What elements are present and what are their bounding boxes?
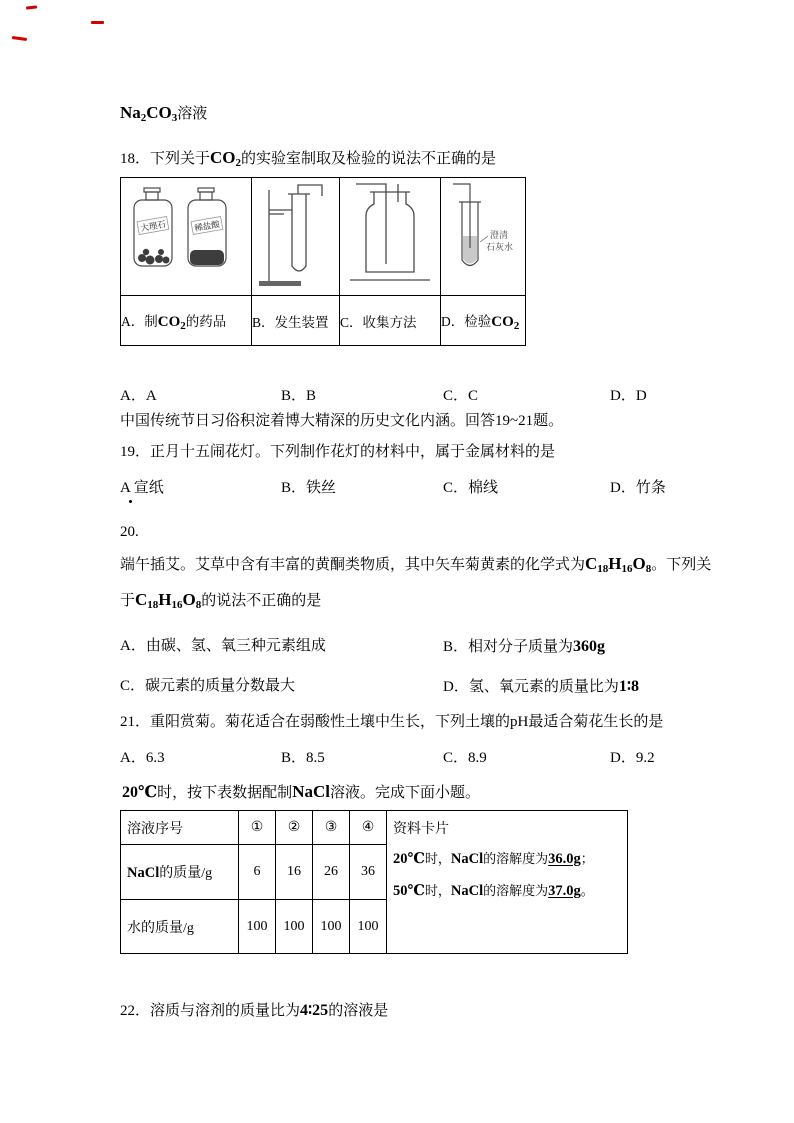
q21-option-b: B．8.5 [281,750,325,766]
caption-d: D．检验$CO_2$ [441,296,526,346]
nacl-mass-4: 36 [350,845,387,900]
marble-bottle-label: 大理石 [139,218,167,234]
question-20-number: 20. [120,524,139,540]
emphasis-dot [129,500,132,503]
header-solution-number: 溶液序号 [121,811,239,845]
question-22-stem: 22．溶质与溶剂的质量比为4∶25的溶液是 [120,1002,389,1019]
q21-option-c: C．8.9 [443,750,487,766]
question-18-stem [120,147,496,170]
caption-a: A．制$CO_2$的药品 [121,296,252,346]
limewater-label-line2: 石灰水 [486,242,514,252]
q18-apparatus-table [120,177,526,346]
q18-option-d: D．D [610,388,647,404]
question-20-stem-line2: 于$C_{18}H_{16}O_8$的说法不正确的是 [120,590,322,611]
water-mass-2: 100 [276,900,313,954]
temperature-value: 20℃ [122,784,158,801]
q18-option-c: C．C [443,388,479,404]
apparatus-cell-generator [252,178,340,296]
nacl-mass-3: 26 [313,845,350,900]
solute-solvent-ratio: 4∶25 [300,1002,329,1019]
q19-option-b: B．铁丝 [281,480,337,496]
gas-collection-diagram [342,178,438,290]
nacl-mass-1: 6 [239,845,276,900]
solubility-line-20c: 20℃时，NaCl的溶解度为36.0g； [393,851,594,867]
apparatus-image-row [121,178,526,296]
red-revision-mark [12,36,27,41]
q19-option-a: A 宣纸 [120,480,164,496]
nacl-mass-2: 16 [276,845,313,900]
q19-option-d: D．竹条 [610,480,666,496]
apparatus-cell-reagents [121,178,252,296]
red-revision-mark [26,5,37,9]
q18-stem-post: 的实验室制取及检验的说法不正确的是 [241,151,497,167]
solution-suffix: 溶液 [177,106,208,122]
nacl-formula: NaCl [450,883,484,899]
co2-formula: $CO_2$ [157,314,186,332]
c18h16o8-formula: $C_{18}H_{16}O_8$ [585,554,652,575]
water-mass-label: 水的质量/g [121,900,239,954]
water-mass-4: 100 [350,900,387,954]
water-mass-1: 100 [239,900,276,954]
co2-formula: $CO_2$ [210,148,242,169]
c18h16o8-formula: $C_{18}H_{16}O_8$ [135,590,202,611]
q20-option-d: D．氢、氧元素的质量比为1∶8 [443,678,640,695]
molecular-mass-value: 360g [573,638,606,655]
q20-option-b: B．相对分子质量为360g [443,638,606,655]
q19-option-c: C．棉线 [443,480,499,496]
question-21-stem: 21．重阳赏菊。菊花适合在弱酸性土壤中生长，下列土壤的pH最适合菊花生长的是 [120,714,664,730]
apparatus-cell-collection [340,178,441,296]
nacl-mass-label: NaCl的质量/g [121,845,239,900]
stand-base [259,281,301,286]
nacl-formula: NaCl [292,782,330,801]
gas-generation-diagram [254,178,337,290]
data-card-title: 资料卡片 [393,822,449,837]
caption-b: B．发生装置 [252,296,340,346]
caption-c: C．收集方法 [340,296,441,346]
q21-option-a: A．6.3 [120,750,165,766]
solubility-line-50c: 50℃时，NaCl的溶解度为37.0g。 [393,883,594,899]
question-20-stem-line1: 端午插艾。艾草中含有丰富的黄酮类物质，其中矢车菊黄素的化学式为$C_{18}H_{16}O_8$。下列关 [120,554,712,575]
q20-option-a: A．由碳、氢、氧三种元素组成 [120,638,326,654]
apparatus-caption-row [121,296,526,346]
table-header-row [121,811,628,845]
header-circle-3: ③ [313,811,350,845]
q20-option-c: C．碳元素的质量分数最大 [120,678,296,694]
q18-option-b: B．B [281,388,317,404]
data-card [387,811,628,954]
festival-intro-paragraph: 中国传统节日习俗积淀着博大精深的历史文化内涵。回答19~21题。 [120,413,564,429]
q18-stem-pre: 18．下列关于 [120,151,211,167]
limewater-test-diagram [443,178,523,290]
red-revision-mark [91,21,104,24]
limewater-label-line1: 澄清 [490,230,509,240]
q21-option-d: D．9.2 [610,750,655,766]
acid-bottle-label: 稀盐酸 [193,218,221,234]
solubility-value-20c: 36.0g [548,851,581,867]
water-mass-3: 100 [313,900,350,954]
mass-ratio-value: 1∶8 [618,678,640,695]
question-19-stem: 19．正月十五闹花灯。下列制作花灯的材料中，属于金属材料的是 [120,444,556,460]
solubility-value-50c: 37.0g [548,883,581,899]
header-circle-4: ④ [350,811,387,845]
nacl-formula: NaCl [450,851,484,867]
apparatus-cell-limewater [441,178,526,296]
co2-formula: $CO_2$ [491,314,520,332]
nacl-intro-line: 20℃时，按下表数据配制NaCl溶液。完成下面小题。 [122,782,480,801]
q18-option-a: A．A [120,388,157,404]
co2-reagents-diagram [123,178,249,290]
header-circle-2: ② [276,811,313,845]
nacl-solution-table [120,810,628,954]
na2co3-solution-line [120,102,207,125]
na2co3-formula: $Na_2CO_3$ [120,103,178,124]
header-circle-1: ① [239,811,276,845]
